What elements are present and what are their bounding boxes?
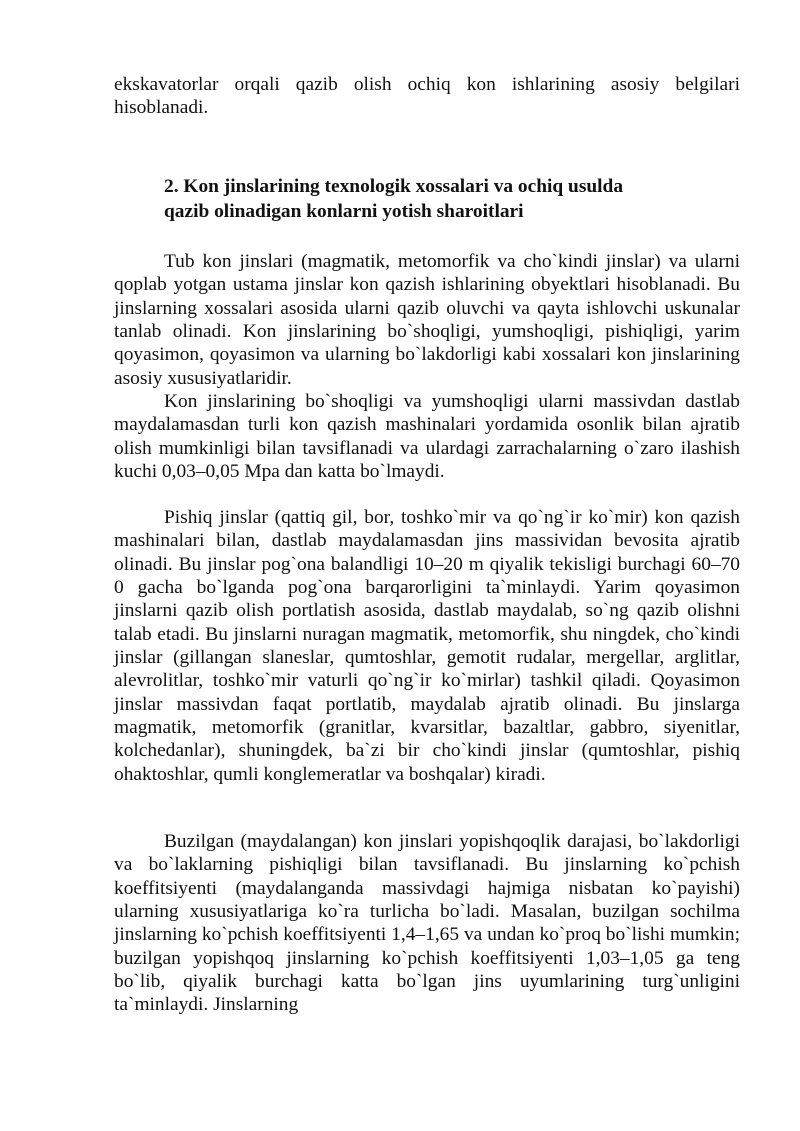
body-paragraph-1: Tub kon jinslari (magmatik, metomorfik va cho`kindi jinslar) va ularni qoplab yotgan ustama jinslar kon qazish ishlarining obyektlari hisoblanadi. Bu jinslarning xossalari asosida ularni qazib oluvchi va qayta ishlovchi uskunalar tanlab olinadi. Kon jinslarining bo`shoqligi, yumshoqligi, pishiqligi, yarim qoyasimon, qoyasimon va ularning bo`lakdorligi kabi xossalari kon jinslarining asosiy xususiyatlaridir. [114,251,740,389]
section-heading-line-2: qazib olinadigan konlarni yotish sharoitlari [164,201,524,222]
section-heading-line-1: 2. Kon jinslarining texnologik xossalari va ochiq usulda [164,176,624,197]
section-heading [164,174,724,224]
body-paragraph-3: Pishiq jinslar (qattiq gil, bor, toshko`mir va qo`ng`ir ko`mir) kon qazish mashinalari bilan, dastlab maydalamasdan jins massividan bevosita ajratib olinadi. Bu jinslar pog`ona balandligi 10–20 m qiyalik tekisligi burchagi 60–70 0 gacha bo`lganda pog`ona barqarorligini ta`minlaydi. Yarim qoyasimon jinslarni qazib olish portlatish asosida, dastlab maydalab, so`ng qazib olishni talab etadi. Bu jinslarni nuragan magmatik, metomorfik, shu ningdek, cho`kindi jinslar (gillangan slaneslar, qumtoshlar, gemotit rudalar, mergellar, arglitlar, alevrolitlar, toshko`mir vaturli qo`ng`ir ko`mirlar) tashkil qiladi. Qoyasimon jinslar massivdan faqat portlatib, maydalab ajratib olinadi. Bu jinslarga magmatik, metomorfik (granitlar, kvarsitlar, bazaltlar, gabbro, siyenitlar, kolchedanlar), shuningdek, ba`zi bir cho`kindi jinslar (qumtoshlar, pishiq ohaktoshlar, qumli konglemeratlar va boshqalar) kiradi. [114,507,740,785]
intro-paragraph: ekskavatorlar orqali qazib olish ochiq kon ishlarining asosiy belgilari hisoblanadi. [114,74,740,119]
body-paragraph-4: Buzilgan (maydalangan) kon jinslari yopishqoqlik darajasi, bo`lakdorligi va bo`laklarning pishiqligi bilan tavsiflanadi. Bu jinslarning ko`pchish koeffitsiyenti (maydalanganda massivdagi hajmiga nisbatan ko`payishi) ularning xususiyatlariga ko`ra turlicha bo`ladi. Masalan, buzilgan sochilma jinslarning ko`pchish koeffitsiyenti 1,4–1,65 va undan ko`proq bo`lishi mumkin; buzilgan yopishqoq jinslarning ko`pchish koeffitsiyenti 1,03–1,05 ga teng bo`lib, qiyalik burchagi katta bo`lgan jins uyumlarining turg`unligini ta`minlaydi. Jinslarning [114,831,740,1016]
body-paragraph-2: Kon jinslarining bo`shoqligi va yumshoqligi ularni massivdan dastlab maydalamasdan turli kon qazish mashinalari yordamida osonlik bilan ajratib olish mumkinligi bilan tavsiflanadi va ulardagi zarrachalarning o`zaro ilashish kuchi 0,03–0,05 Mpa dan katta bo`lmaydi. [114,391,740,483]
